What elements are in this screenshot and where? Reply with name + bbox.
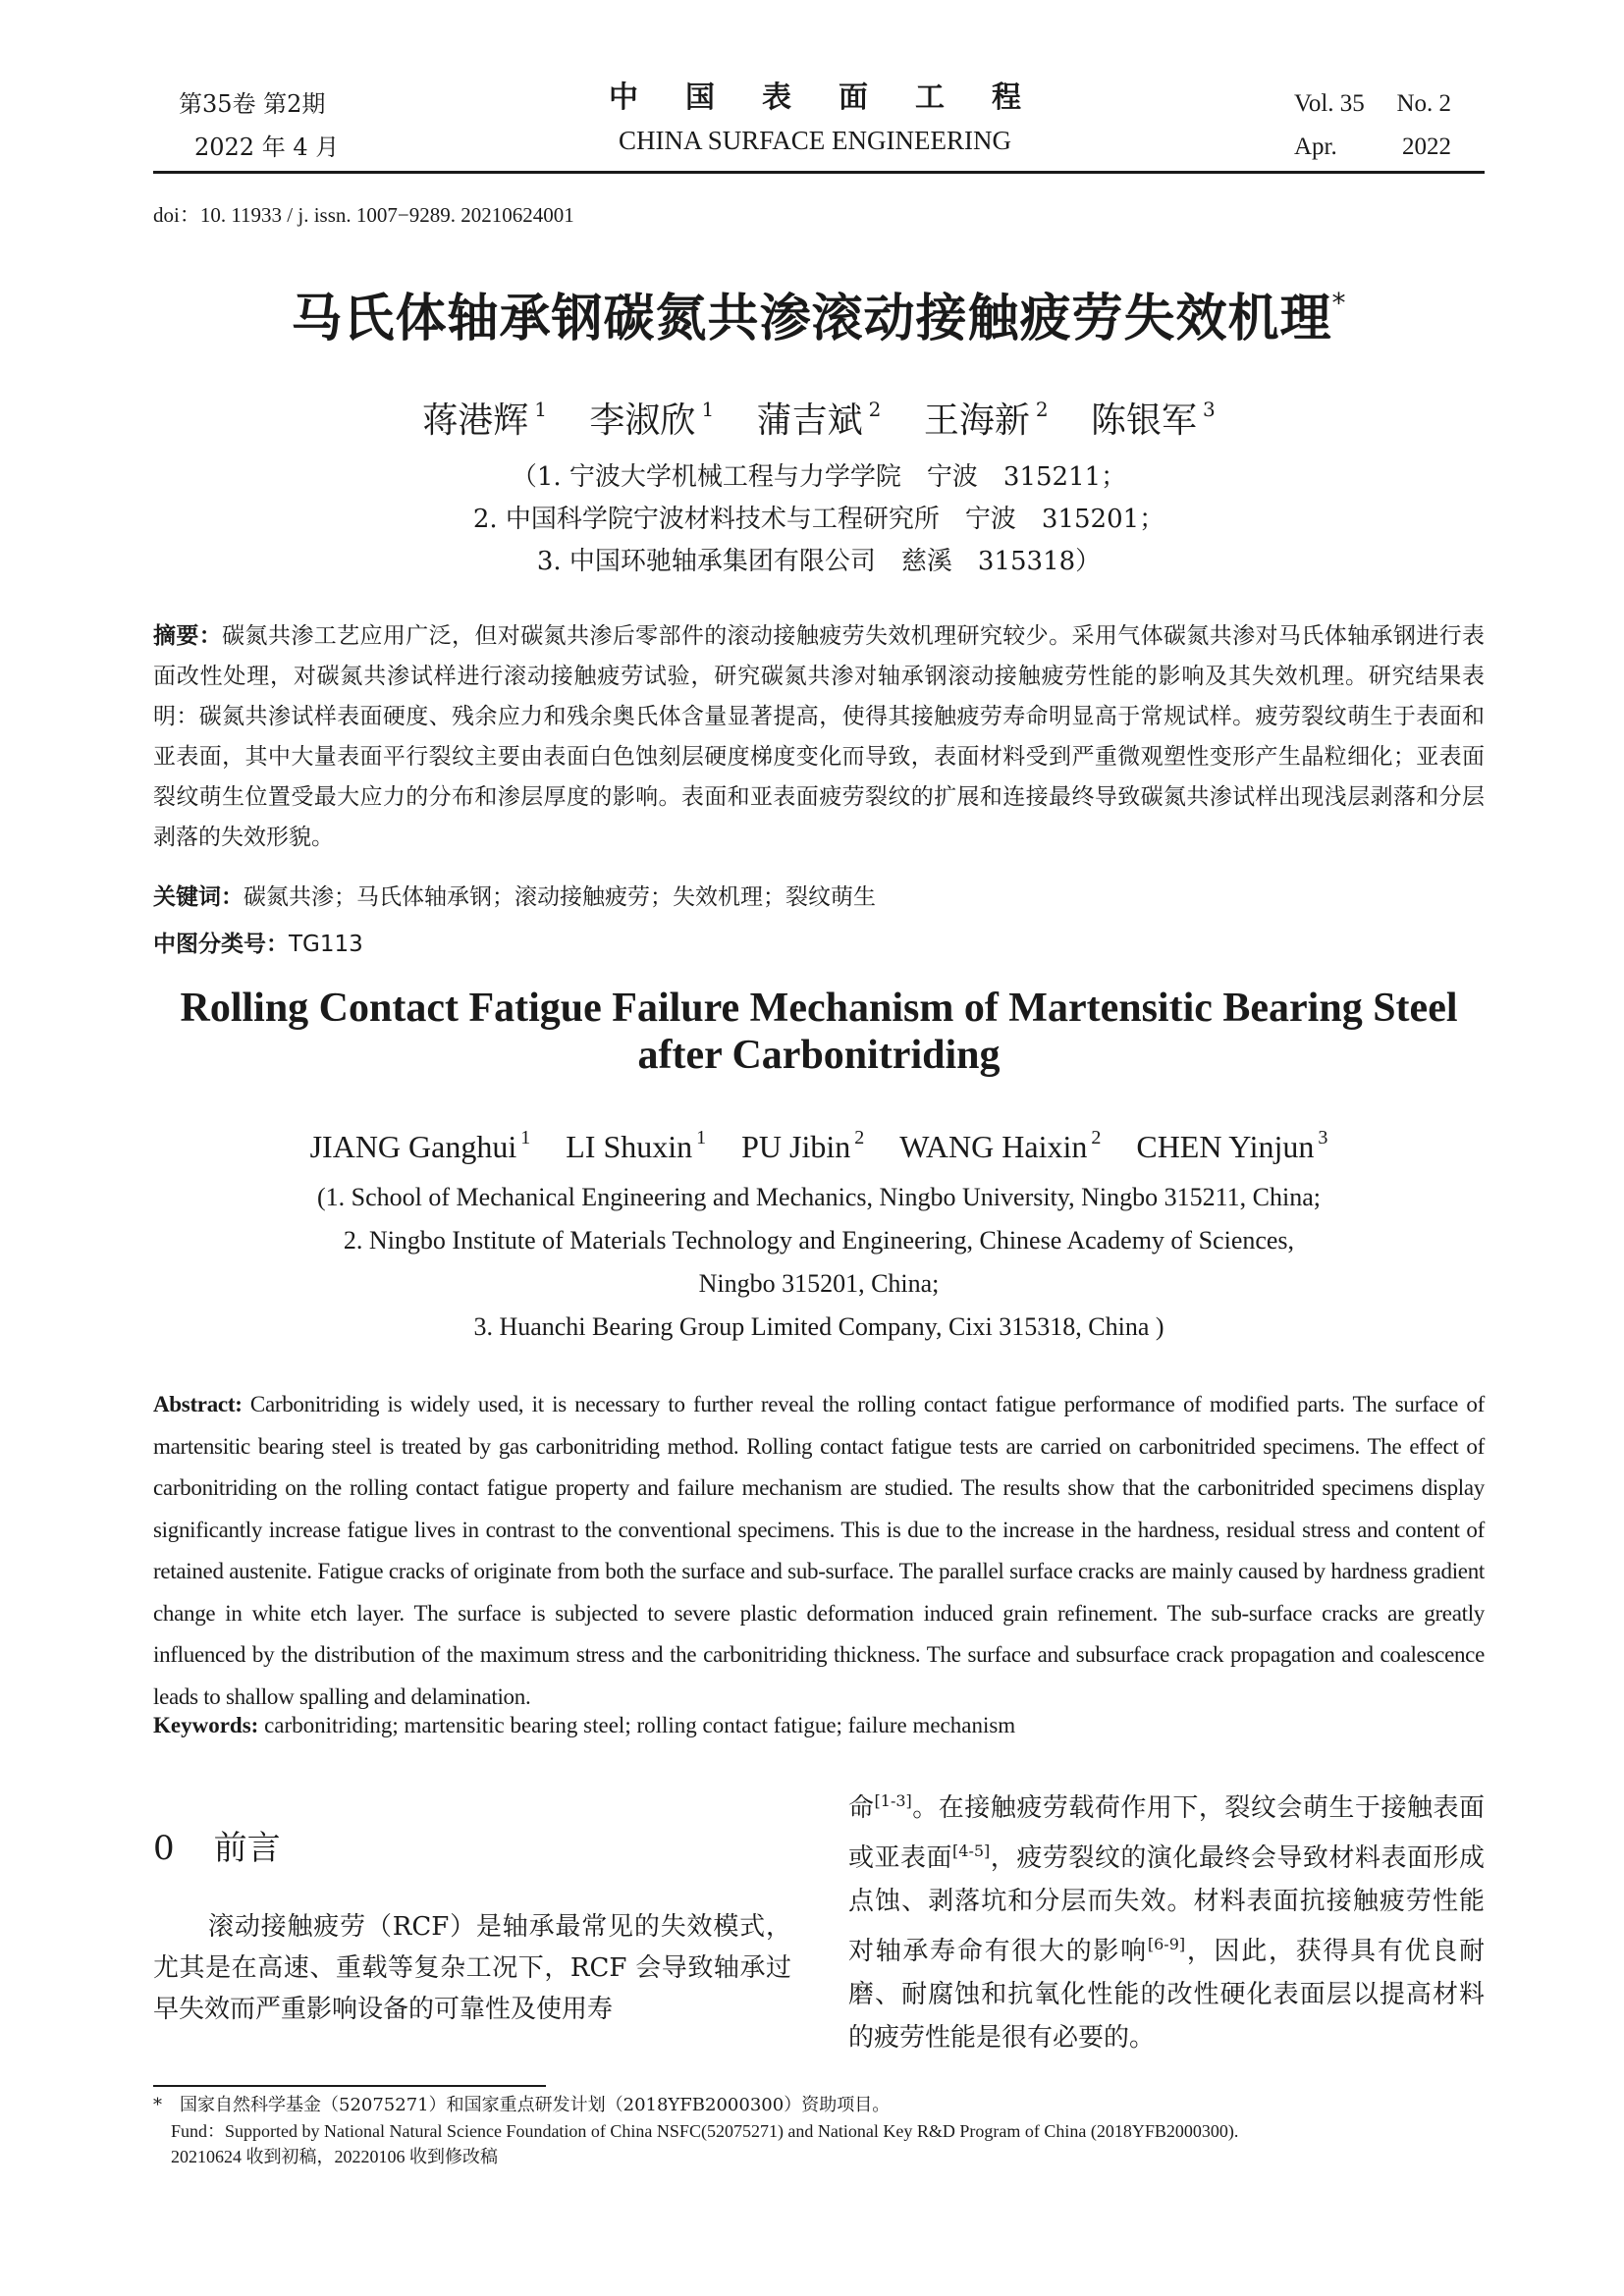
header-vol: Vol. 35	[1294, 90, 1365, 117]
abstract-cn	[153, 616, 1485, 858]
citation: [4-5]	[952, 1842, 991, 1860]
footnote-fund-cn: * 国家自然科学基金（52075271）和国家重点研发计划（2018YFB2000300）资助项目。	[153, 2095, 891, 2115]
header-no: No. 2	[1396, 90, 1451, 117]
footnote	[153, 2093, 1238, 2169]
header-volume-issue-en	[1294, 82, 1451, 126]
author-en: WANG Haixin $^2$	[899, 1127, 1102, 1164]
affiliation-cn-2: 2. 中国科学院宁波材料技术与工程研究所 宁波 315201；	[472, 505, 1165, 534]
author-cn: 李淑欣 $^1$	[589, 398, 715, 441]
keywords-en-label: Keywords:	[153, 1713, 259, 1737]
footnote-fund-en: Fund：Supported by National Natural Science Foundation of China NSFC(52075271) and National Key R&D Program of China (2018YFB2000300).	[171, 2121, 1239, 2141]
header-year: 2022	[1402, 133, 1451, 160]
title-en-line2: after Carbonitriding	[637, 1033, 1001, 1078]
doi: doi：10. 11933 / j. issn. 1007−9289. 20210624001	[153, 203, 574, 227]
author-cn: 蒲吉斌 $^2$	[756, 398, 882, 441]
keywords-cn-label: 关键词：	[153, 884, 244, 910]
journal-name-cn: 中国表面工程	[609, 80, 1068, 115]
author-cn: 蒋港辉 $^1$	[422, 398, 547, 441]
author-en: LI Shuxin $^1$	[566, 1127, 707, 1164]
author-cn: 王海新 $^2$	[923, 398, 1049, 441]
section-heading	[153, 1821, 281, 1869]
header-date-en	[1294, 126, 1451, 169]
authors-cn	[153, 393, 1485, 443]
keywords-en	[153, 1713, 1015, 1738]
title-cn-footnote-mark: *	[1331, 287, 1347, 319]
title-cn	[153, 277, 1485, 350]
affiliation-en-1: (1. School of Mechanical Engineering and Mechanics, Ningbo University, Ningbo 315211, China;	[317, 1183, 1321, 1211]
citation: [6-9]	[1147, 1935, 1186, 1953]
citation: [1-3]	[874, 1791, 912, 1810]
keywords-en-text: carbonitriding; martensitic bearing steel; rolling contact fatigue; failure mechanism	[258, 1713, 1016, 1737]
abstract-en	[153, 1384, 1485, 1718]
classification-cn	[153, 926, 363, 958]
classification-cn-label: 中图分类号：	[153, 932, 289, 957]
authors-en	[153, 1127, 1485, 1165]
affiliation-cn-3: 3. 中国环驰轴承集团有限公司 慈溪 315318）	[536, 547, 1102, 576]
abstract-cn-text: 碳氮共渗工艺应用广泛，但对碳氮共渗后零部件的滚动接触疲劳失效机理研究较少。采用气体碳氮共渗对马氏体轴承钢进行表面改性处理，对碳氮共渗试样进行滚动接触疲劳试验，研究碳氮共渗对轴承钢滚动接触疲劳性能的影响及其失效机理。研究结果表明：碳氮共渗试样表面硬度、残余应力和残余奥氏体含量显著提高，使得其接触疲劳寿命明显高于常规试样。疲劳裂纹萌生于表面和亚表面，其中大量表面平行裂纹主要由表面白色蚀刻层硬度梯度变化而导致，表面材料受到严重微观塑性变形产生晶粒细化；亚表面裂纹萌生位置受最大应力的分布和渗层厚度的影响。表面和亚表面疲劳裂纹的扩展和连接最终导致碳氮共渗试样出现浅层剥落和分层剥落的失效形貌。	[153, 623, 1486, 850]
abstract-en-label: Abstract:	[153, 1392, 243, 1416]
affiliation-en-3: 3. Huanchi Bearing Group Limited Company, Cixi 315318, China )	[473, 1312, 1164, 1341]
body-paragraph: 滚动接触疲劳（RCF）是轴承最常见的失效模式，尤其是在高速、重载等复杂工况下，RCF 会导致轴承过早失效而严重影响设备的可靠性及使用寿	[153, 1912, 791, 2024]
keywords-cn	[153, 879, 876, 911]
affiliation-en-2b: Ningbo 315201, China;	[698, 1269, 940, 1298]
title-en-line1: Rolling Contact Fatigue Failure Mechanism of Martensitic Bearing Steel	[180, 986, 1458, 1031]
journal-name-en: CHINA SURFACE ENGINEERING	[618, 126, 1011, 155]
journal-name	[550, 79, 1080, 163]
classification-cn-text: TG113	[289, 932, 363, 957]
header-volume-en	[1294, 82, 1451, 169]
affiliation-en-2: 2. Ningbo Institute of Materials Technology and Engineering, Chinese Academy of Sciences,	[343, 1226, 1295, 1255]
footnote-rule	[153, 2085, 546, 2087]
author-en: CHEN Yinjun $^3$	[1136, 1127, 1328, 1164]
title-en	[153, 985, 1485, 1079]
abstract-en-text: Carbonitriding is widely used, it is necessary to further reveal the rolling contact fatigue performance of modified parts. The surface of martensitic bearing steel is treated by gas carbonitriding method. Rolling contact fatigue tests are carried on carbonitrided specimens. The effect of carbonitriding on the rolling contact fatigue property and failure mechanism are studied. The results show that the carbonitrided specimens display significantly increase fatigue lives in contrast to the conventional specimens. This is due to the increase in the hardness, residual stress and content of retained austenite. Fatigue cracks of originate from both the surface and sub-surface. The parallel surface cracks are mainly caused by hardness gradient change in white etch layer. The surface is subjected to severe plastic deformation induced grain refinement. The sub-surface cracks are greatly influenced by the distribution of the maximum stress and the carbonitriding thickness. The surface and subsurface crack propagation and coalescence leads to shallow spalling and delamination.	[153, 1392, 1485, 1709]
author-en: PU Jibin $^2$	[741, 1127, 865, 1164]
body-paragraph: 命[1-3]。在接触疲劳载荷作用下，裂纹会萌生于接触表面或亚表面[4-5]，疲劳裂纹的演化最终会导致材料表面形成点蚀、剥落坑和分层而失效。材料表面抗接触疲劳性能对轴承寿命有很大的影响[6-9]，因此，获得具有优良耐磨、耐腐蚀和抗氧化性能的改性硬化表面层以提高材料的疲劳性能是很有必要的。	[848, 1791, 1485, 2053]
abstract-cn-label: 摘要：	[153, 623, 223, 649]
section-number: 0	[153, 1829, 175, 1868]
footnote-dates: 20210624 收到初稿，20220106 收到修改稿	[171, 2147, 498, 2166]
body-column-left	[153, 1906, 791, 2030]
title-cn-text: 马氏体轴承钢碳氮共渗滚动接触疲劳失效机理	[291, 290, 1332, 348]
header-rule	[153, 171, 1485, 174]
author-en: JIANG Ganghui $^1$	[309, 1127, 531, 1164]
header-date-cn: 2022 年 4 月	[194, 133, 340, 161]
body-column-right	[848, 1780, 1485, 2059]
keywords-cn-text: 碳氮共渗；马氏体轴承钢；滚动接触疲劳；失效机理；裂纹萌生	[244, 884, 876, 910]
header-volume-cn	[179, 82, 339, 169]
header-month: Apr.	[1294, 133, 1337, 160]
section-title: 前言	[213, 1829, 281, 1868]
author-cn: 陈银军 $^3$	[1091, 398, 1216, 441]
header-volume-issue-cn: 第35卷 第2期	[179, 90, 326, 118]
affiliation-cn-1: （1. 宁波大学机械工程与力学学院 宁波 315211；	[511, 462, 1127, 492]
